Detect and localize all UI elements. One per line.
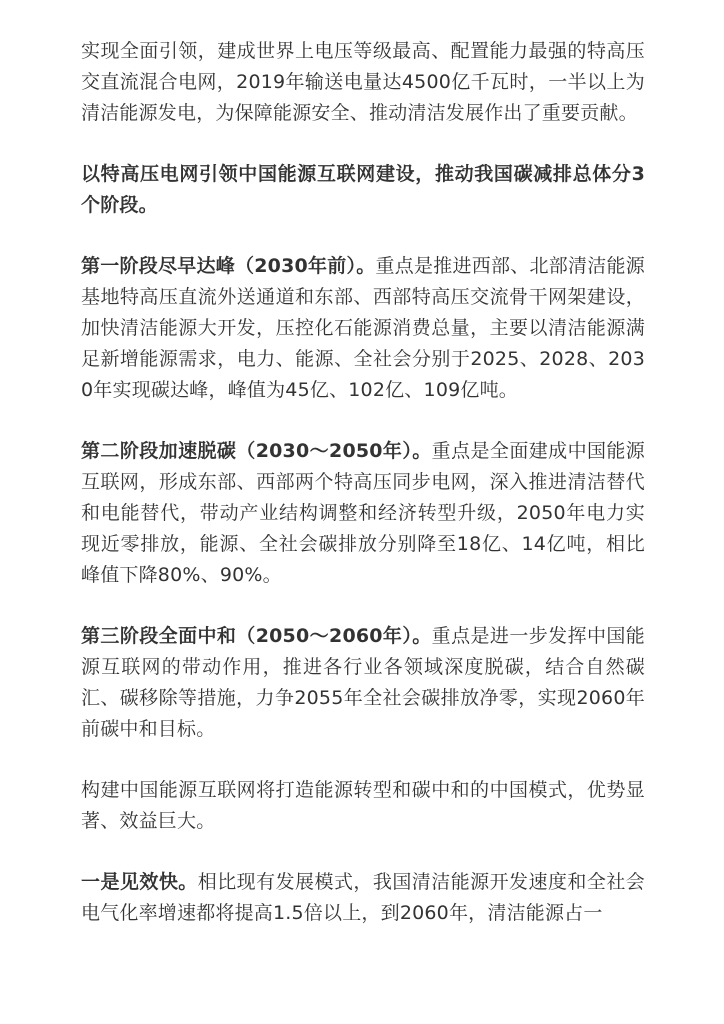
- overview-heading: 以特高压电网引领中国能源互联网建设，推动我国碳减排总体分3个阶段。: [81, 163, 645, 216]
- phase-one-text: 重点是推进西部、北部清洁能源基地特高压直流外送通道和东部、西部特高压交流骨干网架建设，加快清洁能源大开发，压控化石能源消费总量，主要以清洁能源满足新增能源需求，电力、能源、全社会分别于2025、2028、2030年实现碳达峰，峰值为45亿、102亿、109亿吨。: [81, 255, 645, 401]
- paragraph-overview: [81, 159, 645, 221]
- paragraph-benefit-one: [81, 867, 645, 929]
- phase-one-heading: 第一阶段尽早达峰（2030年前）。: [81, 255, 376, 277]
- benefit-one-heading: 一是见效快。: [81, 871, 198, 893]
- phase-two-text: 重点是全面建成中国能源互联网，形成东部、西部两个特高压同步电网，深入推进清洁替代和电能替代，带动产业结构调整和经济转型升级，2050年电力实现近零排放，能源、全社会碳排放分别降至18亿、14亿吨，相比峰值下降80%、90%。: [81, 440, 646, 586]
- article-body: [81, 36, 645, 929]
- paragraph-phase-two: [81, 436, 645, 591]
- paragraph-intro: [81, 36, 645, 129]
- paragraph-model: [81, 775, 645, 837]
- model-text: 构建中国能源互联网将打造能源转型和碳中和的中国模式，优势显著、效益巨大。: [81, 779, 645, 832]
- phase-three-text: 重点是进一步发挥中国能源互联网的带动作用，推进各行业各领域深度脱碳，结合自然碳汇、碳移除等措施，力争2055年全社会碳排放净零，实现2060年前碳中和目标。: [81, 625, 646, 740]
- benefit-one-text: 相比现有发展模式，我国清洁能源开发速度和全社会电气化率增速都将提高1.5倍以上，到2060年，清洁能源占一: [81, 871, 645, 924]
- phase-two-heading: 第二阶段加速脱碳（2030～2050年）。: [81, 440, 432, 462]
- paragraph-phase-three: [81, 621, 645, 745]
- paragraph-intro-text: 实现全面引领，建成世界上电压等级最高、配置能力最强的特高压交直流混合电网，2019年输送电量达4500亿千瓦时，一半以上为清洁能源发电，为保障能源安全、推动清洁发展作出了重要贡献。: [81, 40, 645, 124]
- phase-three-heading: 第三阶段全面中和（2050～2060年）。: [81, 625, 432, 647]
- paragraph-phase-one: [81, 251, 645, 406]
